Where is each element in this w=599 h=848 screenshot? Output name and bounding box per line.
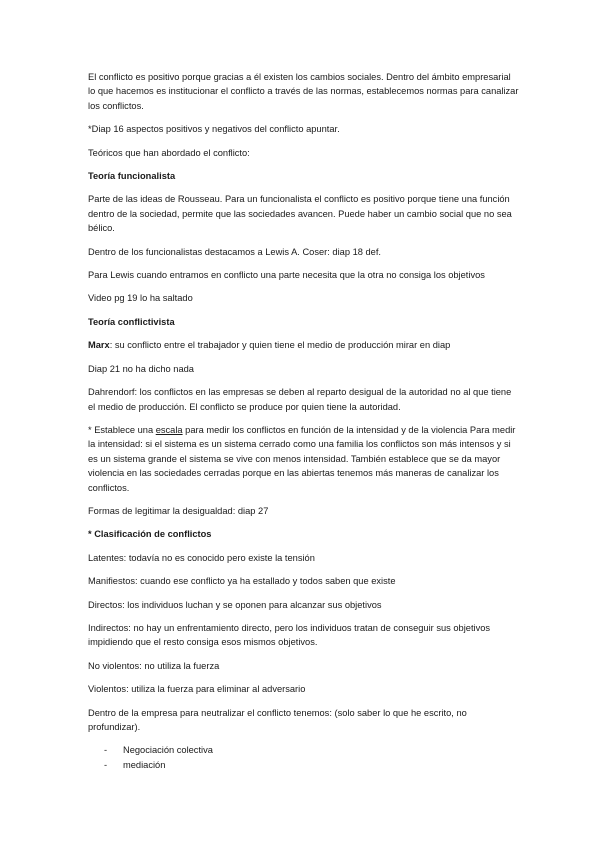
dash-list [88, 743, 520, 772]
list-item [88, 743, 520, 757]
paragraph-violentos: Violentos: utiliza la fuerza para eliminar al adversario [88, 684, 306, 695]
paragraph-diap21: Diap 21 no ha dicho nada [88, 363, 194, 374]
list-item [88, 758, 520, 772]
escala-underlined: escala [155, 424, 183, 435]
heading-teoria-conflictivista: Teoría conflictivista [88, 316, 175, 327]
dash-bullet: - [104, 759, 108, 770]
paragraph-conflicto-positivo: El conflicto es positivo porque gracias a él existen los cambios sociales. Dentro del ámbito empresarial lo que hacemos es institucionar el conflicto a través de las normas, establecemos normas para canalizar los conflictos. [88, 72, 519, 111]
paragraph-lewis: Para Lewis cuando entramos en conflicto una parte necesita que la otra no consiga los objetivos [88, 270, 485, 281]
list-item-text: mediación [123, 759, 166, 770]
paragraph-marx [88, 338, 520, 352]
paragraph-escala [88, 423, 520, 495]
heading-clasificacion: * Clasificación de conflictos [88, 529, 212, 540]
dash-bullet: - [104, 745, 108, 756]
document-body [88, 70, 520, 772]
paragraph-coser: Dentro de los funcionalistas destacamos a Lewis A. Coser: diap 18 def. [88, 246, 382, 257]
paragraph-manifiestos: Manifiestos: cuando ese conflicto ya ha estallado y todos saben que existe [88, 576, 396, 587]
escala-prefix: * Establece una [88, 424, 156, 435]
paragraph-indirectos: Indirectos: no hay un enfrentamiento directo, pero los individuos tratan de conseguir sus objetivos impidiendo que el resto consiga esos mismos objetivos. [88, 622, 491, 648]
paragraph-legitimar: Formas de legitimar la desigualdad: diap 27 [88, 505, 269, 516]
paragraph-directos: Directos: los individuos luchan y se oponen para alcanzar sus objetivos [88, 599, 382, 610]
escala-text: para medir los conflictos en función de la intensidad y de la violencia Para medir la intensidad: si el sistema es un sistema cerrado como una familia los conflictos son más intensos y si es un sistema grande el sistema se vive con menos intensidad. También establece que se da mayor violencia en las sociedades cerradas porque en las abiertas tenemos más maneras de canalizar los conflictos. [88, 424, 516, 493]
list-item-text: Negociación colectiva [123, 745, 213, 756]
heading-teoria-funcionalista: Teoría funcionalista [88, 171, 176, 182]
paragraph-empresa: Dentro de la empresa para neutralizar el conflicto tenemos: (solo saber lo que he escrito, no profundizar). [88, 707, 467, 732]
paragraph-video: Video pg 19 lo ha saltado [88, 293, 193, 304]
paragraph-diap16: *Diap 16 aspectos positivos y negativos del conflicto apuntar. [88, 124, 340, 135]
paragraph-no-violentos: No violentos: no utiliza la fuerza [88, 660, 220, 671]
paragraph-rousseau: Parte de las ideas de Rousseau. Para un funcionalista el conflicto es positivo porque tiene una función dentro de la sociedad, permite que las sociedades avancen. Puede haber un cambio social que no sea bélico. [88, 194, 512, 234]
paragraph-teoricos: Teóricos que han abordado el conflicto: [88, 147, 250, 158]
paragraph-dahrendorf: Dahrendorf: los conflictos en las empresas se deben al reparto desigual de la autoridad no al que tiene el medio de producción. El conflicto se produce por quien tiene la autoridad. [88, 387, 512, 412]
paragraph-latentes: Latentes: todavía no es conocido pero existe la tensión [88, 552, 315, 563]
marx-label: Marx [88, 340, 110, 351]
marx-text: : su conflicto entre el trabajador y quien tiene el medio de producción mirar en diap [109, 340, 451, 351]
